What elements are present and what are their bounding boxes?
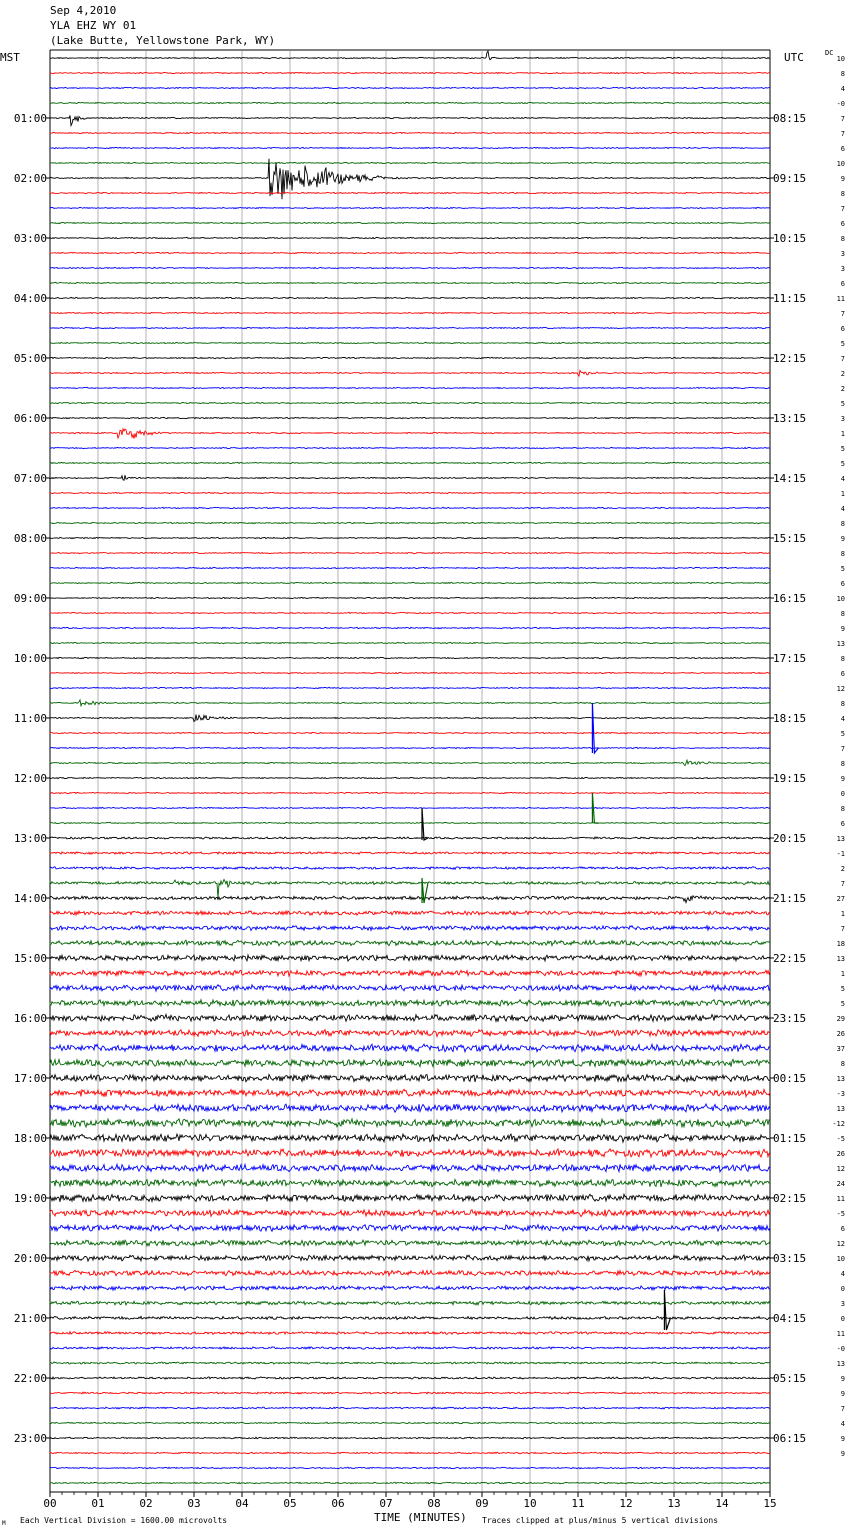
station-location: (Lake Butte, Yellowstone Park, WY)	[50, 34, 276, 47]
dc-offset-label: 6	[840, 145, 845, 153]
right-hour-label: 16:15	[773, 592, 807, 605]
right-hour-label: 02:15	[773, 1192, 807, 1205]
right-hour-label: 12:15	[773, 352, 807, 365]
trace-line	[50, 207, 770, 208]
x-tick-label: 10	[523, 1497, 537, 1510]
right-hour-label: 19:15	[773, 772, 807, 785]
trace-line	[50, 1362, 770, 1364]
dc-offset-label: 6	[840, 580, 845, 588]
trace-line	[50, 760, 770, 765]
dc-offset-label: 9	[840, 1435, 845, 1443]
dc-offset-label: 2	[840, 385, 845, 393]
right-hour-label: 01:15	[773, 1132, 807, 1145]
dc-offset-label: 7	[840, 925, 845, 933]
trace-line	[50, 852, 770, 854]
x-tick-label: 06	[331, 1497, 345, 1510]
dc-offset-label: 7	[840, 745, 845, 753]
trace-line	[50, 657, 770, 658]
station-code: YLA EHZ WY 01	[50, 19, 137, 32]
right-hour-label: 00:15	[773, 1072, 807, 1085]
dc-offset-label: 9	[840, 625, 845, 633]
trace-line	[50, 342, 770, 343]
left-timezone-label: MST	[0, 51, 20, 64]
trace-line	[50, 955, 770, 961]
dc-offset-label: 5	[840, 445, 845, 453]
dc-offset-label: 9	[840, 1450, 845, 1458]
trace-line	[50, 222, 770, 223]
x-tick-label: 00	[43, 1497, 57, 1510]
dc-offset-label: 10	[836, 160, 845, 168]
right-hour-label: 15:15	[773, 532, 807, 545]
right-hour-label: 04:15	[773, 1312, 807, 1325]
left-hour-label: 08:00	[13, 532, 47, 545]
dc-offset-label: 3	[840, 265, 845, 273]
trace-line	[50, 357, 770, 358]
trace-line	[50, 732, 770, 733]
dc-offset-label: 13	[836, 835, 845, 843]
right-hour-label: 22:15	[773, 952, 807, 965]
dc-offset-label: 1	[840, 490, 845, 498]
left-hour-label: 07:00	[13, 472, 47, 485]
corner-mark: M	[2, 1520, 6, 1527]
trace-spike	[422, 808, 428, 840]
dc-offset-label: 4	[840, 475, 845, 483]
dc-offset-label: 26	[836, 1030, 845, 1038]
dc-offset-label: 3	[840, 250, 845, 258]
trace-line	[50, 1119, 770, 1127]
dc-offset-label: 11	[836, 1330, 845, 1338]
trace-line	[50, 1075, 770, 1082]
dc-offset-label: 4	[840, 715, 845, 723]
dc-offset-label: 0	[840, 1315, 845, 1323]
left-hour-label: 06:00	[13, 412, 47, 425]
x-tick-label: 03	[187, 1497, 201, 1510]
trace-line	[50, 192, 770, 193]
left-hour-label: 03:00	[13, 232, 47, 245]
dc-label: DC	[825, 49, 834, 57]
trace-line	[50, 792, 770, 793]
x-tick-label: 09	[475, 1497, 489, 1510]
dc-offset-label: 9	[840, 175, 845, 183]
dc-offset-label: 3	[840, 1300, 845, 1308]
trace-line	[50, 132, 770, 133]
trace-line	[50, 162, 770, 163]
right-hour-label: 06:15	[773, 1432, 807, 1445]
right-hour-label: 11:15	[773, 292, 807, 305]
dc-offset-label: 27	[836, 895, 845, 903]
trace-line	[50, 1347, 770, 1349]
right-hour-label: 14:15	[773, 472, 807, 485]
dc-offset-label: 13	[836, 640, 845, 648]
dc-offset-label: 7	[840, 205, 845, 213]
x-tick-label: 08	[427, 1497, 441, 1510]
trace-line	[50, 312, 770, 313]
left-hour-label: 12:00	[13, 772, 47, 785]
trace-line	[50, 1467, 770, 1469]
dc-offset-label: -1	[836, 850, 845, 858]
right-hour-label: 03:15	[773, 1252, 807, 1265]
dc-offset-label: 37	[836, 1045, 845, 1053]
trace-line	[50, 747, 770, 748]
trace-line	[50, 822, 770, 823]
clip-note: Traces clipped at plus/minus 5 vertical divisions	[482, 1516, 719, 1525]
trace-line	[50, 1422, 770, 1424]
x-tick-label: 04	[235, 1497, 249, 1510]
dc-offset-label: -0	[836, 100, 845, 108]
left-hour-label: 16:00	[13, 1012, 47, 1025]
dc-offset-label: 3	[840, 415, 845, 423]
trace-line	[50, 567, 770, 568]
right-hour-label: 17:15	[773, 652, 807, 665]
dc-offset-label: 8	[840, 655, 845, 663]
trace-line	[50, 475, 770, 480]
trace-line	[50, 522, 770, 523]
dc-offset-label: 12	[836, 1240, 845, 1248]
trace-line	[50, 115, 770, 125]
trace-line	[50, 1044, 770, 1052]
trace-line	[50, 1164, 770, 1172]
left-hour-label: 22:00	[13, 1372, 47, 1385]
trace-line	[50, 1437, 770, 1439]
dc-offset-label: 10	[836, 55, 845, 63]
left-hour-label: 15:00	[13, 952, 47, 965]
trace-line	[50, 642, 770, 643]
trace-line	[50, 102, 770, 103]
dc-offset-label: -0	[836, 1345, 845, 1353]
right-hour-label: 20:15	[773, 832, 807, 845]
dc-offset-label: 6	[840, 280, 845, 288]
x-tick-label: 12	[619, 1497, 633, 1510]
trace-line	[50, 267, 770, 268]
left-hour-label: 19:00	[13, 1192, 47, 1205]
trace-line	[50, 700, 770, 706]
right-hour-label: 05:15	[773, 1372, 807, 1385]
right-hour-label: 23:15	[773, 1012, 807, 1025]
trace-line	[50, 1482, 770, 1484]
trace-line	[50, 1316, 770, 1319]
dc-offset-label: 5	[840, 460, 845, 468]
dc-offset-label: 12	[836, 685, 845, 693]
left-hour-label: 14:00	[13, 892, 47, 905]
dc-offset-label: 9	[840, 1390, 845, 1398]
right-hour-label: 08:15	[773, 112, 807, 125]
dc-offset-label: 7	[840, 355, 845, 363]
dc-offset-label: 8	[840, 760, 845, 768]
trace-line	[50, 582, 770, 583]
dc-offset-label: -12	[832, 1120, 845, 1128]
left-hour-label: 01:00	[13, 112, 47, 125]
trace-line	[50, 1377, 770, 1379]
dc-offset-label: 9	[840, 535, 845, 543]
trace-spike	[664, 1290, 670, 1330]
dc-offset-label: 5	[840, 985, 845, 993]
trace-line	[50, 1030, 770, 1037]
trace-line	[50, 447, 770, 448]
dc-offset-label: 8	[840, 550, 845, 558]
trace-line	[50, 985, 770, 991]
trace-line	[50, 147, 770, 148]
trace-line	[50, 87, 770, 88]
trace-line	[50, 1000, 770, 1007]
dc-offset-label: 8	[840, 70, 845, 78]
right-hour-label: 13:15	[773, 412, 807, 425]
dc-offset-label: 8	[840, 700, 845, 708]
trace-line	[50, 429, 770, 439]
x-tick-label: 13	[667, 1497, 681, 1510]
trace-line	[50, 1059, 770, 1067]
trace-line	[50, 1240, 770, 1246]
left-hour-label: 13:00	[13, 832, 47, 845]
x-tick-label: 11	[571, 1497, 585, 1510]
dc-offset-label: 0	[840, 790, 845, 798]
trace-line	[50, 1149, 770, 1157]
dc-offset-label: 11	[836, 1195, 845, 1203]
trace-line	[50, 1089, 770, 1097]
trace-line	[50, 970, 770, 976]
dc-offset-label: 6	[840, 1225, 845, 1233]
trace-line	[50, 1452, 770, 1454]
dc-offset-label: 8	[840, 805, 845, 813]
right-timezone-label: UTC	[784, 51, 804, 64]
trace-line	[50, 402, 770, 403]
left-hour-label: 20:00	[13, 1252, 47, 1265]
dc-offset-label: 9	[840, 1375, 845, 1383]
trace-line	[50, 687, 770, 688]
dc-offset-label: 8	[840, 235, 845, 243]
dc-offset-label: 5	[840, 340, 845, 348]
dc-offset-label: 12	[836, 1165, 845, 1173]
dc-offset-label: 5	[840, 400, 845, 408]
trace-line	[50, 896, 770, 903]
trace-line	[50, 552, 770, 553]
x-tick-label: 02	[139, 1497, 153, 1510]
left-hour-label: 10:00	[13, 652, 47, 665]
dc-offset-label: 4	[840, 1420, 845, 1428]
dc-offset-label: 9	[840, 775, 845, 783]
dc-offset-label: 8	[840, 1060, 845, 1068]
dc-offset-label: 1	[840, 910, 845, 918]
trace-line	[50, 1255, 770, 1261]
dc-offset-label: 4	[840, 1270, 845, 1278]
trace-line	[50, 627, 770, 628]
dc-offset-label: 4	[840, 85, 845, 93]
dc-offset-label: 10	[836, 1255, 845, 1263]
left-hour-label: 04:00	[13, 292, 47, 305]
left-hour-label: 21:00	[13, 1312, 47, 1325]
dc-offset-label: 7	[840, 880, 845, 888]
dc-offset-label: 5	[840, 565, 845, 573]
dc-offset-label: 7	[840, 1405, 845, 1413]
dc-offset-label: 7	[840, 115, 845, 123]
trace-line	[50, 462, 770, 463]
trace-line	[50, 807, 770, 808]
dc-offset-label: 7	[840, 310, 845, 318]
trace-line	[50, 1179, 770, 1187]
trace-line	[50, 1134, 770, 1142]
trace-line	[50, 252, 770, 253]
trace-line	[50, 387, 770, 388]
dc-offset-label: 6	[840, 820, 845, 828]
trace-line	[50, 940, 770, 945]
left-hour-label: 02:00	[13, 172, 47, 185]
x-tick-label: 15	[763, 1497, 777, 1510]
dc-offset-label: 1	[840, 430, 845, 438]
trace-line	[50, 1392, 770, 1394]
trace-line	[50, 1194, 770, 1202]
trace-line	[50, 612, 770, 613]
dc-offset-label: 2	[840, 370, 845, 378]
dc-offset-label: 6	[840, 325, 845, 333]
trace-line	[50, 72, 770, 73]
trace-line	[50, 327, 770, 328]
x-tick-label: 14	[715, 1497, 729, 1510]
x-tick-label: 05	[283, 1497, 297, 1510]
dc-offset-label: -5	[836, 1135, 845, 1143]
trace-line	[50, 1286, 770, 1290]
trace-line	[50, 537, 770, 538]
dc-offset-label: 7	[840, 130, 845, 138]
trace-line	[50, 1407, 770, 1409]
trace-line	[50, 880, 770, 899]
dc-offset-label: 13	[836, 1360, 845, 1368]
scale-note: Each Vertical Division = 1600.00 microvolts	[20, 1516, 228, 1525]
trace-line	[50, 492, 770, 493]
trace-line	[50, 1014, 770, 1021]
trace-spike	[592, 703, 598, 753]
trace-line	[50, 282, 770, 283]
right-hour-label: 18:15	[773, 712, 807, 725]
dc-offset-label: 5	[840, 1000, 845, 1008]
x-axis-label: TIME (MINUTES)	[374, 1511, 467, 1524]
dc-offset-label: 6	[840, 220, 845, 228]
left-hour-label: 09:00	[13, 592, 47, 605]
trace-line	[50, 237, 770, 238]
trace-line	[50, 1270, 770, 1275]
dc-offset-label: 0	[840, 1285, 845, 1293]
trace-line	[50, 297, 770, 298]
x-tick-label: 07	[379, 1497, 393, 1510]
dc-offset-label: -3	[836, 1090, 845, 1098]
right-hour-label: 21:15	[773, 892, 807, 905]
right-hour-label: 10:15	[773, 232, 807, 245]
trace-line	[50, 911, 770, 915]
trace-line	[50, 1332, 770, 1335]
dc-offset-label: 29	[836, 1015, 845, 1023]
trace-line	[50, 507, 770, 508]
dc-offset-label: 8	[840, 520, 845, 528]
trace-line	[50, 1301, 770, 1305]
trace-line	[50, 837, 770, 839]
x-tick-label: 01	[91, 1497, 105, 1510]
trace-line	[50, 1210, 770, 1217]
dc-offset-label: 18	[836, 940, 845, 948]
dc-offset-label: 1	[840, 970, 845, 978]
trace-line	[50, 777, 770, 778]
trace-line	[50, 715, 770, 722]
dc-offset-label: 8	[840, 610, 845, 618]
dc-offset-label: 24	[836, 1180, 845, 1188]
trace-line	[50, 867, 770, 870]
trace-line	[50, 597, 770, 598]
chart-date: Sep 4,2010	[50, 4, 117, 17]
dc-offset-label: -5	[836, 1210, 845, 1218]
left-hour-label: 23:00	[13, 1432, 47, 1445]
trace-line	[50, 417, 770, 418]
dc-offset-label: 4	[840, 505, 845, 513]
trace-line	[50, 1104, 770, 1112]
dc-offset-label: 8	[840, 190, 845, 198]
right-hour-label: 09:15	[773, 172, 807, 185]
dc-offset-label: 13	[836, 1075, 845, 1083]
left-hour-label: 18:00	[13, 1132, 47, 1145]
left-hour-label: 17:00	[13, 1072, 47, 1085]
dc-offset-label: 11	[836, 295, 845, 303]
dc-offset-label: 13	[836, 1105, 845, 1113]
dc-offset-label: 26	[836, 1150, 845, 1158]
trace-line	[50, 370, 770, 376]
dc-offset-label: 13	[836, 955, 845, 963]
dc-offset-label: 2	[840, 865, 845, 873]
dc-offset-label: 6	[840, 670, 845, 678]
dc-offset-label: 10	[836, 595, 845, 603]
trace-line	[50, 926, 770, 931]
trace-line	[50, 672, 770, 673]
dc-offset-label: 5	[840, 730, 845, 738]
trace-line	[50, 1225, 770, 1232]
left-hour-label: 11:00	[13, 712, 47, 725]
trace-line	[50, 51, 770, 60]
left-hour-label: 05:00	[13, 352, 47, 365]
